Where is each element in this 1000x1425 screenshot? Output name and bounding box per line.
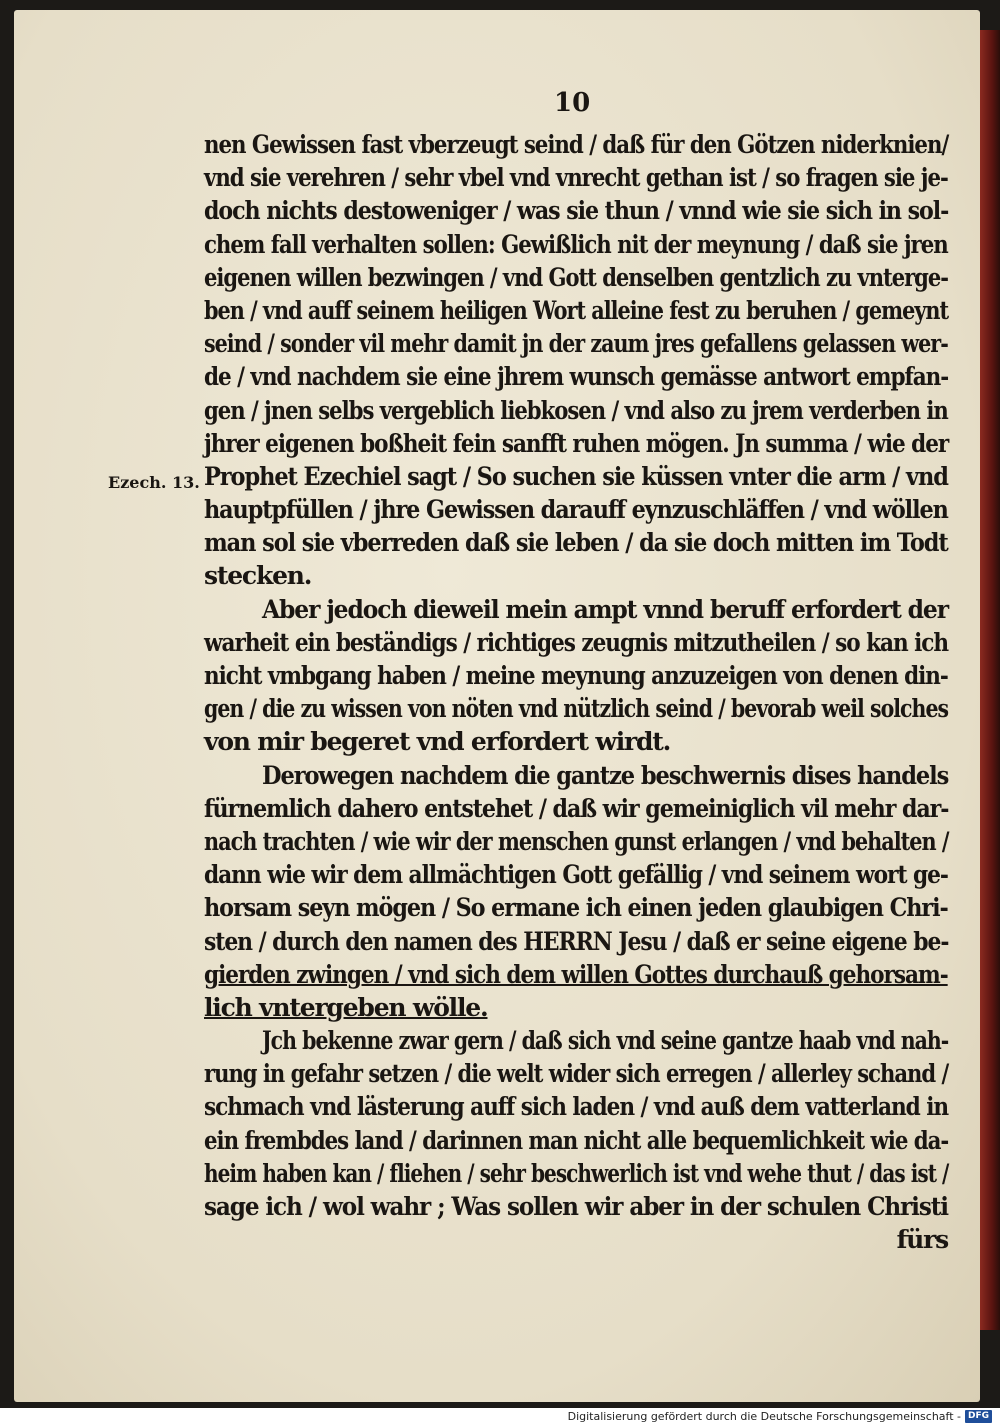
text-line-content: seind / sonder vil mehr damit jn der zaum jres gefallens gelassen wer-: [204, 329, 948, 359]
text-line-content: von mir begeret vnd erfordert wirdt.: [204, 727, 671, 757]
text-line: [204, 294, 948, 327]
text-line: [204, 1090, 948, 1123]
text-line-content: man sol sie vberreden daß sie leben / da sie doch mitten im Todt: [204, 528, 948, 558]
text-line: [204, 1157, 948, 1190]
body-text: [204, 128, 948, 1256]
page-number: 10: [554, 88, 591, 118]
text-line: [204, 626, 948, 659]
text-line: [204, 161, 948, 194]
text-line-content: jhrer eigenen boßheit fein sanfft ruhen mögen. Jn summa / wie der: [204, 428, 949, 458]
text-line: [204, 427, 948, 460]
text-line-content: fürnemlich dahero entstehet / daß wir gemeiniglich vil mehr dar-: [204, 793, 949, 823]
text-line: [204, 925, 948, 958]
text-line: [204, 559, 948, 592]
text-line-content: sten / durch den namen des HERRN Jesu / daß er seine eigene be-: [204, 926, 949, 956]
text-line-content: fürs: [896, 1225, 948, 1255]
text-line-content: nach trachten / wie wir der menschen gunst erlangen / vnd behalten /: [204, 826, 949, 856]
text-line-content: Aber jedoch dieweil mein ampt vnnd beruff erfordert der: [262, 594, 948, 624]
text-line: [204, 891, 948, 924]
text-line-content: warheit ein beständigs / richtiges zeugnis mitzutheilen / so kan ich: [204, 627, 949, 657]
text-line-content: ein frembdes land / darinnen man nicht alle bequemlichkeit wie da-: [204, 1125, 949, 1155]
text-line: [204, 958, 948, 991]
text-line-content: rung in gefahr setzen / die welt wider sich erregen / allerley schand /: [204, 1059, 949, 1089]
text-line-content: de / vnd nachdem sie eine jhrem wunsch gemässe antwort empfan-: [204, 362, 949, 392]
text-line: [204, 659, 948, 692]
text-line: [204, 792, 948, 825]
text-line: [204, 1024, 948, 1057]
marginal-note: Ezech. 13.: [108, 473, 200, 492]
text-line: [204, 228, 948, 261]
text-line-content: doch nichts destoweniger / was sie thun / vnnd wie sie sich in sol-: [204, 196, 949, 226]
text-line-content: sage ich / wol wahr ; Was sollen wir aber in der schulen Christi: [204, 1192, 948, 1221]
text-line: [204, 725, 948, 758]
text-line: [204, 858, 948, 891]
text-line-content: gen / jnen selbs vergeblich liebkosen / vnd also zu jrem verderben in: [204, 395, 948, 425]
catchword: [204, 1223, 948, 1256]
dfg-logo: DFG: [965, 1410, 992, 1423]
text-line-content: horsam seyn mögen / So ermane ich einen jeden glaubigen Chri-: [204, 893, 948, 923]
text-line-content: Jch bekenne zwar gern / daß sich vnd seine gantze haab vnd nah-: [262, 1026, 949, 1056]
text-line: [204, 493, 948, 526]
text-line-content: gierden zwingen / vnd sich dem willen Gottes durchauß gehorsam-: [204, 959, 948, 989]
text-line: [204, 1057, 948, 1090]
text-line: [204, 1190, 948, 1223]
text-line: [204, 460, 948, 493]
text-line-content: heim haben kan / fliehen / sehr beschwerlich ist vnd wehe thut / das ist /: [204, 1158, 949, 1188]
text-line-content: eigenen willen bezwingen / vnd Gott denselben gentzlich zu vnterge-: [204, 262, 949, 292]
text-line: [204, 593, 948, 626]
text-line: [204, 991, 948, 1024]
book-edge: [980, 30, 1000, 1330]
text-line-content: lich vntergeben wölle.: [204, 992, 488, 1022]
text-line-content: Derowegen nachdem die gantze beschwernis dises handels: [262, 760, 949, 790]
text-line: [204, 526, 948, 559]
text-line-content: vnd sie verehren / sehr vbel vnd vnrecht gethan ist / so fragen sie je-: [204, 163, 948, 193]
credit-text: Digitalisierung gefördert durch die Deutsche Forschungsgemeinschaft -: [567, 1410, 961, 1423]
text-line: [204, 1124, 948, 1157]
text-line-content: hauptpfüllen / jhre Gewissen darauff eynzuschläffen / vnd wöllen: [204, 495, 948, 525]
text-line-content: nicht vmbgang haben / meine meynung anzuzeigen von denen din-: [204, 661, 948, 690]
text-line-content: gen / die zu wissen von nöten vnd nützlich seind / bevorab weil solches: [204, 694, 949, 724]
text-line: [204, 692, 948, 725]
text-line: [204, 825, 948, 858]
text-line-content: ben / vnd auff seinem heiligen Wort alleine fest zu beruhen / gemeynt: [204, 295, 949, 325]
text-line-content: Prophet Ezechiel sagt / So suchen sie küssen vnter die arm / vnd: [204, 461, 948, 491]
digitization-credit: [568, 1408, 992, 1425]
text-line: [204, 261, 948, 294]
text-line-content: schmach vnd lästerung auff sich laden / vnd auß dem vatterland in: [204, 1092, 949, 1122]
text-line: [204, 327, 948, 360]
text-line: [204, 759, 948, 792]
text-line: [204, 128, 948, 161]
text-line-content: nen Gewissen fast vberzeugt seind / daß für den Götzen niderknien/: [204, 130, 949, 159]
text-line-content: chem fall verhalten sollen: Gewißlich nit der meynung / daß sie jren: [204, 229, 948, 259]
text-line-content: stecken.: [204, 561, 312, 591]
text-line-content: dann wie wir dem allmächtigen Gott gefällig / vnd seinem wort ge-: [204, 860, 948, 890]
text-line: [204, 194, 948, 227]
text-line: [204, 394, 948, 427]
text-line: [204, 360, 948, 393]
